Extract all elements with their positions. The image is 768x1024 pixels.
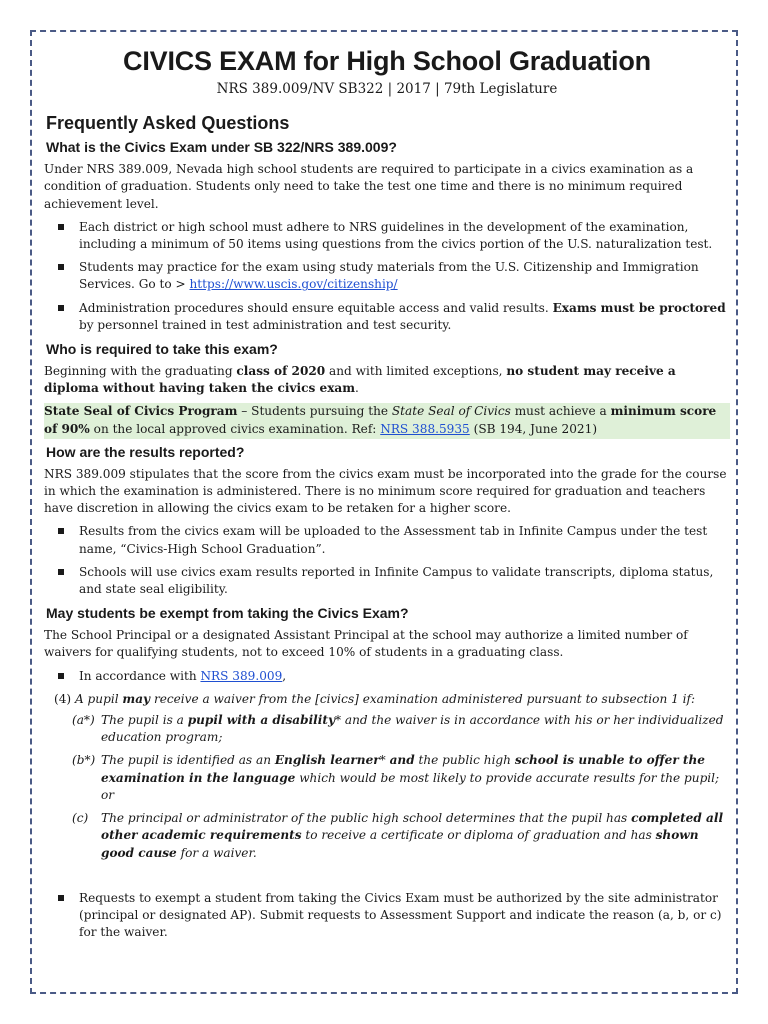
list-item: Results from the civics exam will be uploaded to the Assessment tab in Infinite Campus under the test name, “Civics-High School Graduation”. <box>44 523 730 557</box>
paragraph: The School Principal or a designated Assistant Principal at the school may authorize a limited number of waivers for qualifying students, not to exceed 10% of students in a graduating class. <box>44 628 688 660</box>
bullet-icon <box>58 528 64 534</box>
state-seal-callout: State Seal of Civics Program – Students pursuing the State Seal of Civics must achieve a minimum score of 90% on the local approved civics examination. Ref: NRS 388.5935 (SB 194, June 2021) <box>44 403 730 438</box>
bullet-icon <box>58 895 64 901</box>
question-heading: Who is required to take this exam? <box>46 341 278 358</box>
list-item: Students may practice for the exam using study materials from the U.S. Citizenship and Immigration Services. Go to > https://www.uscis.gov/citizenship/ <box>44 259 730 293</box>
bullet-list <box>44 890 730 942</box>
list-item: Each district or high school must adhere to NRS guidelines in the development of the examination, including a minimum of 50 items using questions from the civics portion of the U.S. naturalization test. <box>44 219 730 253</box>
paragraph: Beginning with the graduating class of 2020 and with limited exceptions, no student may receive a diploma without having taken the civics exam. <box>44 364 676 396</box>
document-body <box>44 40 730 947</box>
bullet-icon <box>58 305 64 311</box>
paragraph: NRS 389.009 stipulates that the score from the civics exam must be incorporated into the grade for the course in which the examination is administered. There is no minimum score required for graduation and teachers have discretion in allowing the civics exam to be retaken for a higher score. <box>44 466 727 516</box>
bullet-list <box>44 523 730 598</box>
nrs-388-link[interactable]: NRS 388.5935 <box>380 421 470 436</box>
bullet-icon <box>58 569 64 575</box>
list-item: In accordance with NRS 389.009, <box>44 668 730 685</box>
bullet-icon <box>58 264 64 270</box>
page-title: CIVICS EXAM for High School Graduation <box>123 46 651 76</box>
question-heading: How are the results reported? <box>46 443 245 460</box>
waiver-condition-a: (a*) The pupil is a pupil with a disability* and the waiver is in accordance with his or her individualized education program; <box>72 713 724 745</box>
page-subtitle: NRS 389.009/NV SB322 | 2017 | 79th Legislature <box>216 81 558 97</box>
waiver-condition-c: (c) The principal or administrator of the public high school determines that the pupil has completed all other academic requirements to receive a certificate or diploma of graduation and has shown good cause for a waiver. <box>72 811 724 860</box>
bullet-list <box>44 668 730 685</box>
paragraph: Under NRS 389.009, Nevada high school students are required to participate in a civics examination as a condition of graduation. Students only need to take the test one time and there is no minimum required achievement level. <box>44 162 694 211</box>
statute-clause: (4) A pupil may receive a waiver from the [civics] examination administered pursuant to subsection 1 if: <box>54 691 696 706</box>
question-heading: What is the Civics Exam under SB 322/NRS 389.009? <box>46 139 397 156</box>
list-item: Schools will use civics exam results reported in Infinite Campus to validate transcripts, diploma status, and state seal eligibility. <box>44 564 730 598</box>
waiver-condition-b: (b*) The pupil is identified as an English learner* and the public high school is unable to offer the examination in the language which would be most likely to provide accurate results for the pupil; or <box>72 753 720 802</box>
list-item: Requests to exempt a student from taking the Civics Exam must be authorized by the site administrator (principal or designated AP). Submit requests to Assessment Support and indicate the reason (a, b, or c) for the waiver. <box>44 890 730 942</box>
bullet-icon <box>58 224 64 230</box>
uscis-link[interactable]: https://www.uscis.gov/citizenship/ <box>189 277 398 292</box>
bullet-icon <box>58 673 64 679</box>
bullet-list <box>44 219 730 334</box>
faq-heading: Frequently Asked Questions <box>46 113 290 134</box>
nrs-389-link[interactable]: NRS 389.009 <box>200 668 283 683</box>
question-heading: May students be exempt from taking the Civics Exam? <box>46 605 409 622</box>
list-item: Administration procedures should ensure equitable access and valid results. Exams must be proctored by personnel trained in test administration and test security. <box>44 300 730 334</box>
